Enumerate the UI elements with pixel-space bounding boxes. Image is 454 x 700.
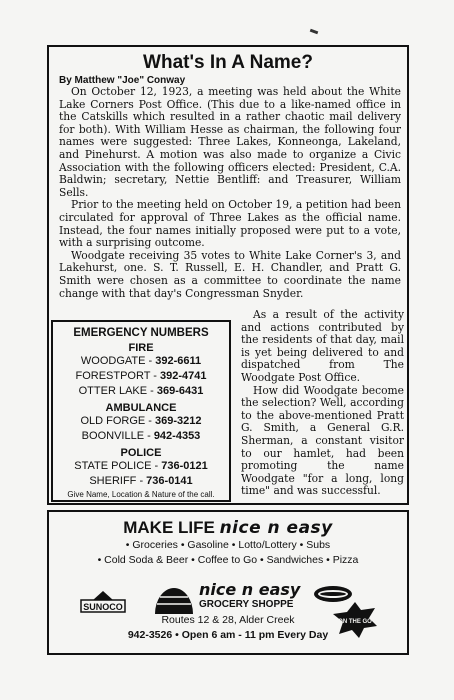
store-brand [199, 580, 300, 610]
advertisement-box [47, 510, 409, 655]
fire-heading: FIRE [128, 342, 154, 354]
store-brand-script: nice n easy [199, 580, 301, 599]
emergency-numbers-box [51, 320, 231, 502]
ambulance-heading: AMBULANCE [105, 402, 177, 414]
store-address: Routes 12 & 28, Alder Creek [161, 614, 295, 626]
article-byline: By Matthew "Joe" Conway [59, 75, 186, 86]
police-state: STATE POLICE - 736-0121 [74, 460, 208, 472]
fire-woodgate: WOODGATE - 392-6611 [80, 355, 202, 367]
on-the-go-badge-icon [331, 600, 379, 645]
store-phone-hours: 942-3526 • Open 6 am - 11 pm Every Day [127, 629, 329, 641]
emergency-note: Give Name, Location & Nature of the call. [67, 490, 215, 499]
ambulance-old-forge: OLD FORGE - 369-3212 [80, 415, 202, 427]
scan-mark [310, 29, 319, 35]
fire-otter-lake: OTTER LAKE - 369-6431 [78, 385, 204, 397]
ambulance-boonville: BOONVILLE - 942-4353 [81, 430, 201, 442]
article-title: What's In A Name? [143, 52, 313, 73]
paragraph: Prior to the meeting held on October 19, a petition had been circulated for approval of Three Lakes as the official name. Instead, the four names initially proposed were put to a vote, with a surprising outcome. [59, 198, 401, 250]
fire-forestport: FORESTPORT - 392-4741 [75, 370, 207, 382]
ad-services-line-1: • Groceries • Gasoline • Lotto/Lottery • Subs [125, 539, 331, 551]
paragraph: Woodgate receiving 35 votes to White Lake Corner's 3, and Lakehurst, one. S. T. Russell, E. H. Chandler, and Pratt G. Smith were chosen as a committee to coordinate the name change with that day's Congressman Snyder. [59, 248, 401, 300]
ad-headline-bold: MAKE LIFE [123, 518, 215, 537]
sunoco-text: SUNOCO [83, 602, 123, 612]
article-right-column [241, 309, 404, 498]
paragraph: As a result of the activity and actions contributed by the residents of that day, mail is yet being delivered to and dispatched from The Woodgate Post Office. [241, 308, 404, 384]
article-box [47, 45, 409, 505]
police-sheriff: SHERIFF - 736-0141 [89, 475, 193, 487]
ad-headline-script: nice n easy [219, 518, 333, 538]
paragraph: On October 12, 1923, a meeting was held about the White Lake Corners Post Office. (This due to a like-named office in the Catskills which resulted in a rather chaotic mail delivery for both). With William Hesse as chairman, the following four names were suggested: Three Lakes, Konneonga, Lakeland, and Pinehurst. A motion was also made to organize a Civic Association with the following officers elected: President, C.A. Baldwin; secretary, Nettie Bentliff: and Treasurer, William Sells. [59, 85, 401, 199]
emergency-heading: EMERGENCY NUMBERS [73, 327, 209, 339]
ad-services-line-2: • Cold Soda & Beer • Coffee to Go • Sandwiches • Pizza [97, 554, 359, 566]
badge-text: ON THE GO [338, 619, 372, 625]
store-brand-subtitle: GROCERY SHOPPE [199, 599, 294, 610]
article-body [59, 86, 401, 300]
police-heading: POLICE [120, 447, 162, 459]
ad-headline [49, 518, 407, 538]
paragraph: How did Woodgate become the selection? Well, according to the above-mentioned Pratt G. Smith, a General G.R. Sherman, a constant visitor to our hamlet, had been promoting the name Woodgate "for a long, long time" and was successful. [241, 383, 404, 498]
